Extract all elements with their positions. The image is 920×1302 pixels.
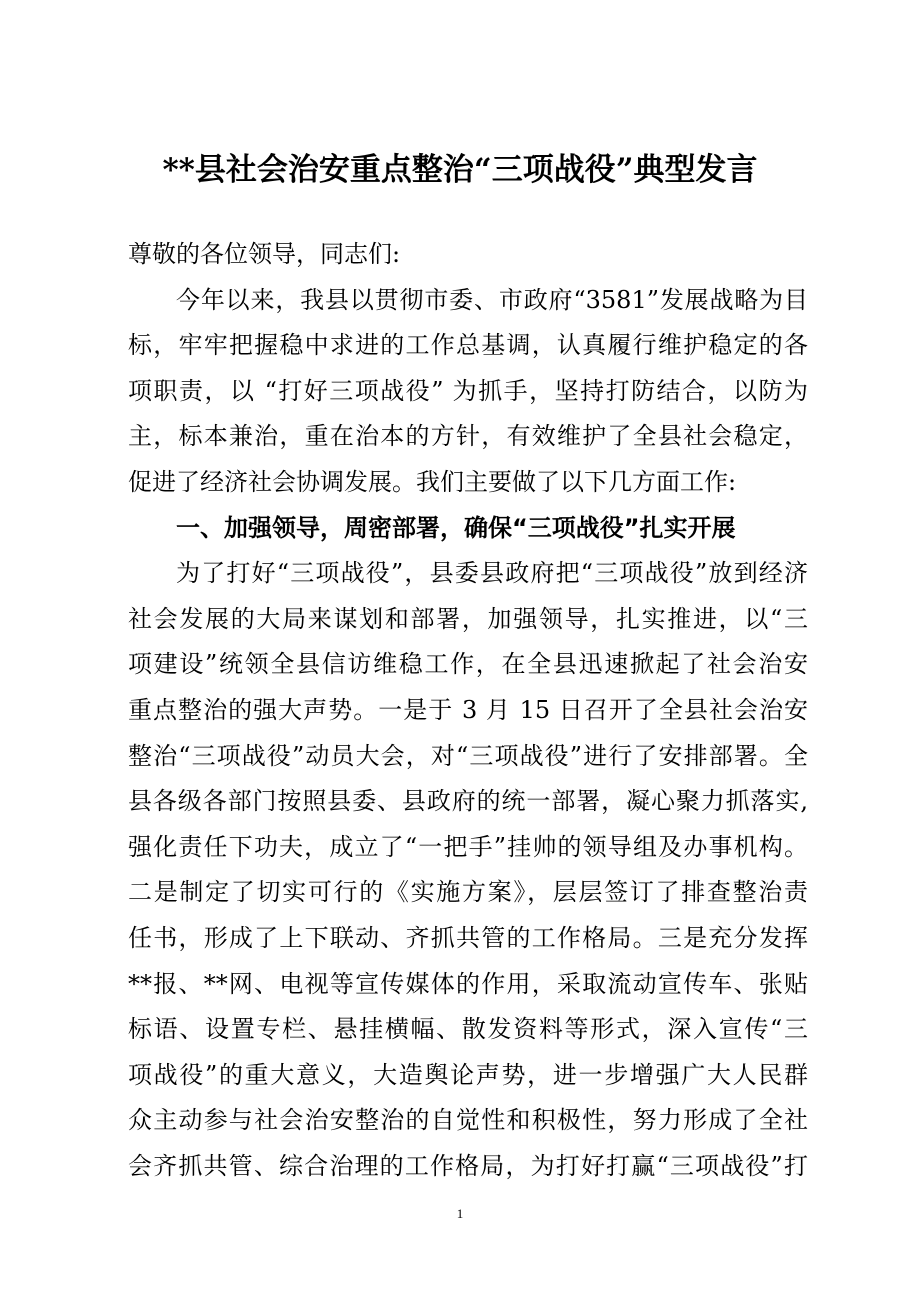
paragraph-line: 项职责，以 “打好三项战役” 为抓手，坚持打防结合，以防为: [128, 376, 808, 405]
paragraph-line: 强化责任下功夫，成立了“一把手”挂帅的领导组及办事机构。: [128, 832, 808, 861]
paragraph-line: 整治“三项战役”动员大会，对“三项战役”进行了安排部署。全: [128, 741, 808, 770]
paragraph-line: 标，牢牢把握稳中求进的工作总基调，认真履行维护稳定的各: [128, 331, 808, 360]
document-title: **县社会治安重点整治“三项战役”典型发言: [162, 152, 758, 188]
paragraph-line: 项建设”统领全县信访维稳工作，在全县迅速掀起了社会治安: [128, 650, 808, 679]
page-number: 1: [456, 1206, 464, 1221]
paragraph-line: 县各级各部门按照县委、县政府的统一部署，凝心聚力抓落实,: [128, 787, 808, 816]
paragraph-line: 众主动参与社会治安整治的自觉性和积极性，努力形成了全社: [128, 1106, 808, 1135]
paragraph-line: 促进了经济社会协调发展。我们主要做了以下几方面工作:: [128, 467, 737, 496]
paragraph-line: 重点整治的强大声势。一是于 3 月 15 日召开了全县社会治安: [128, 695, 808, 724]
paragraph-line: **报、**网、电视等宣传媒体的作用，采取流动宣传车、张贴: [128, 969, 808, 998]
section-heading: 一、加强领导，周密部署，确保“三项战役”扎实开展: [176, 513, 736, 542]
paragraph-line: 今年以来，我县以贯彻市委、市政府“3581”发展战略为目: [176, 285, 808, 314]
paragraph-line: 会齐抓共管、综合治理的工作格局，为打好打赢“三项战役”打: [128, 1151, 808, 1180]
salutation: 尊敬的各位领导，同志们:: [128, 240, 401, 268]
paragraph-line: 项战役”的重大意义，大造舆论声势，进一步增强广大人民群: [128, 1060, 808, 1089]
paragraph-line: 标语、设置专栏、悬挂横幅、散发资料等形式，深入宣传“三: [128, 1015, 808, 1044]
paragraph-line: 主，标本兼治，重在治本的方针，有效维护了全县社会稳定，: [128, 422, 808, 451]
document-body: [128, 232, 808, 1189]
paragraph-line: 社会发展的大局来谋划和部署，加强领导，扎实推进，以“三: [128, 604, 808, 633]
paragraph-line: 二是制定了切实可行的《实施方案》，层层签订了排查整治责: [128, 878, 808, 907]
paragraph-line: 任书，形成了上下联动、齐抓共管的工作格局。三是充分发挥: [128, 923, 808, 952]
paragraph-line: 为了打好“三项战役”，县委县政府把“三项战役”放到经济: [176, 559, 808, 588]
